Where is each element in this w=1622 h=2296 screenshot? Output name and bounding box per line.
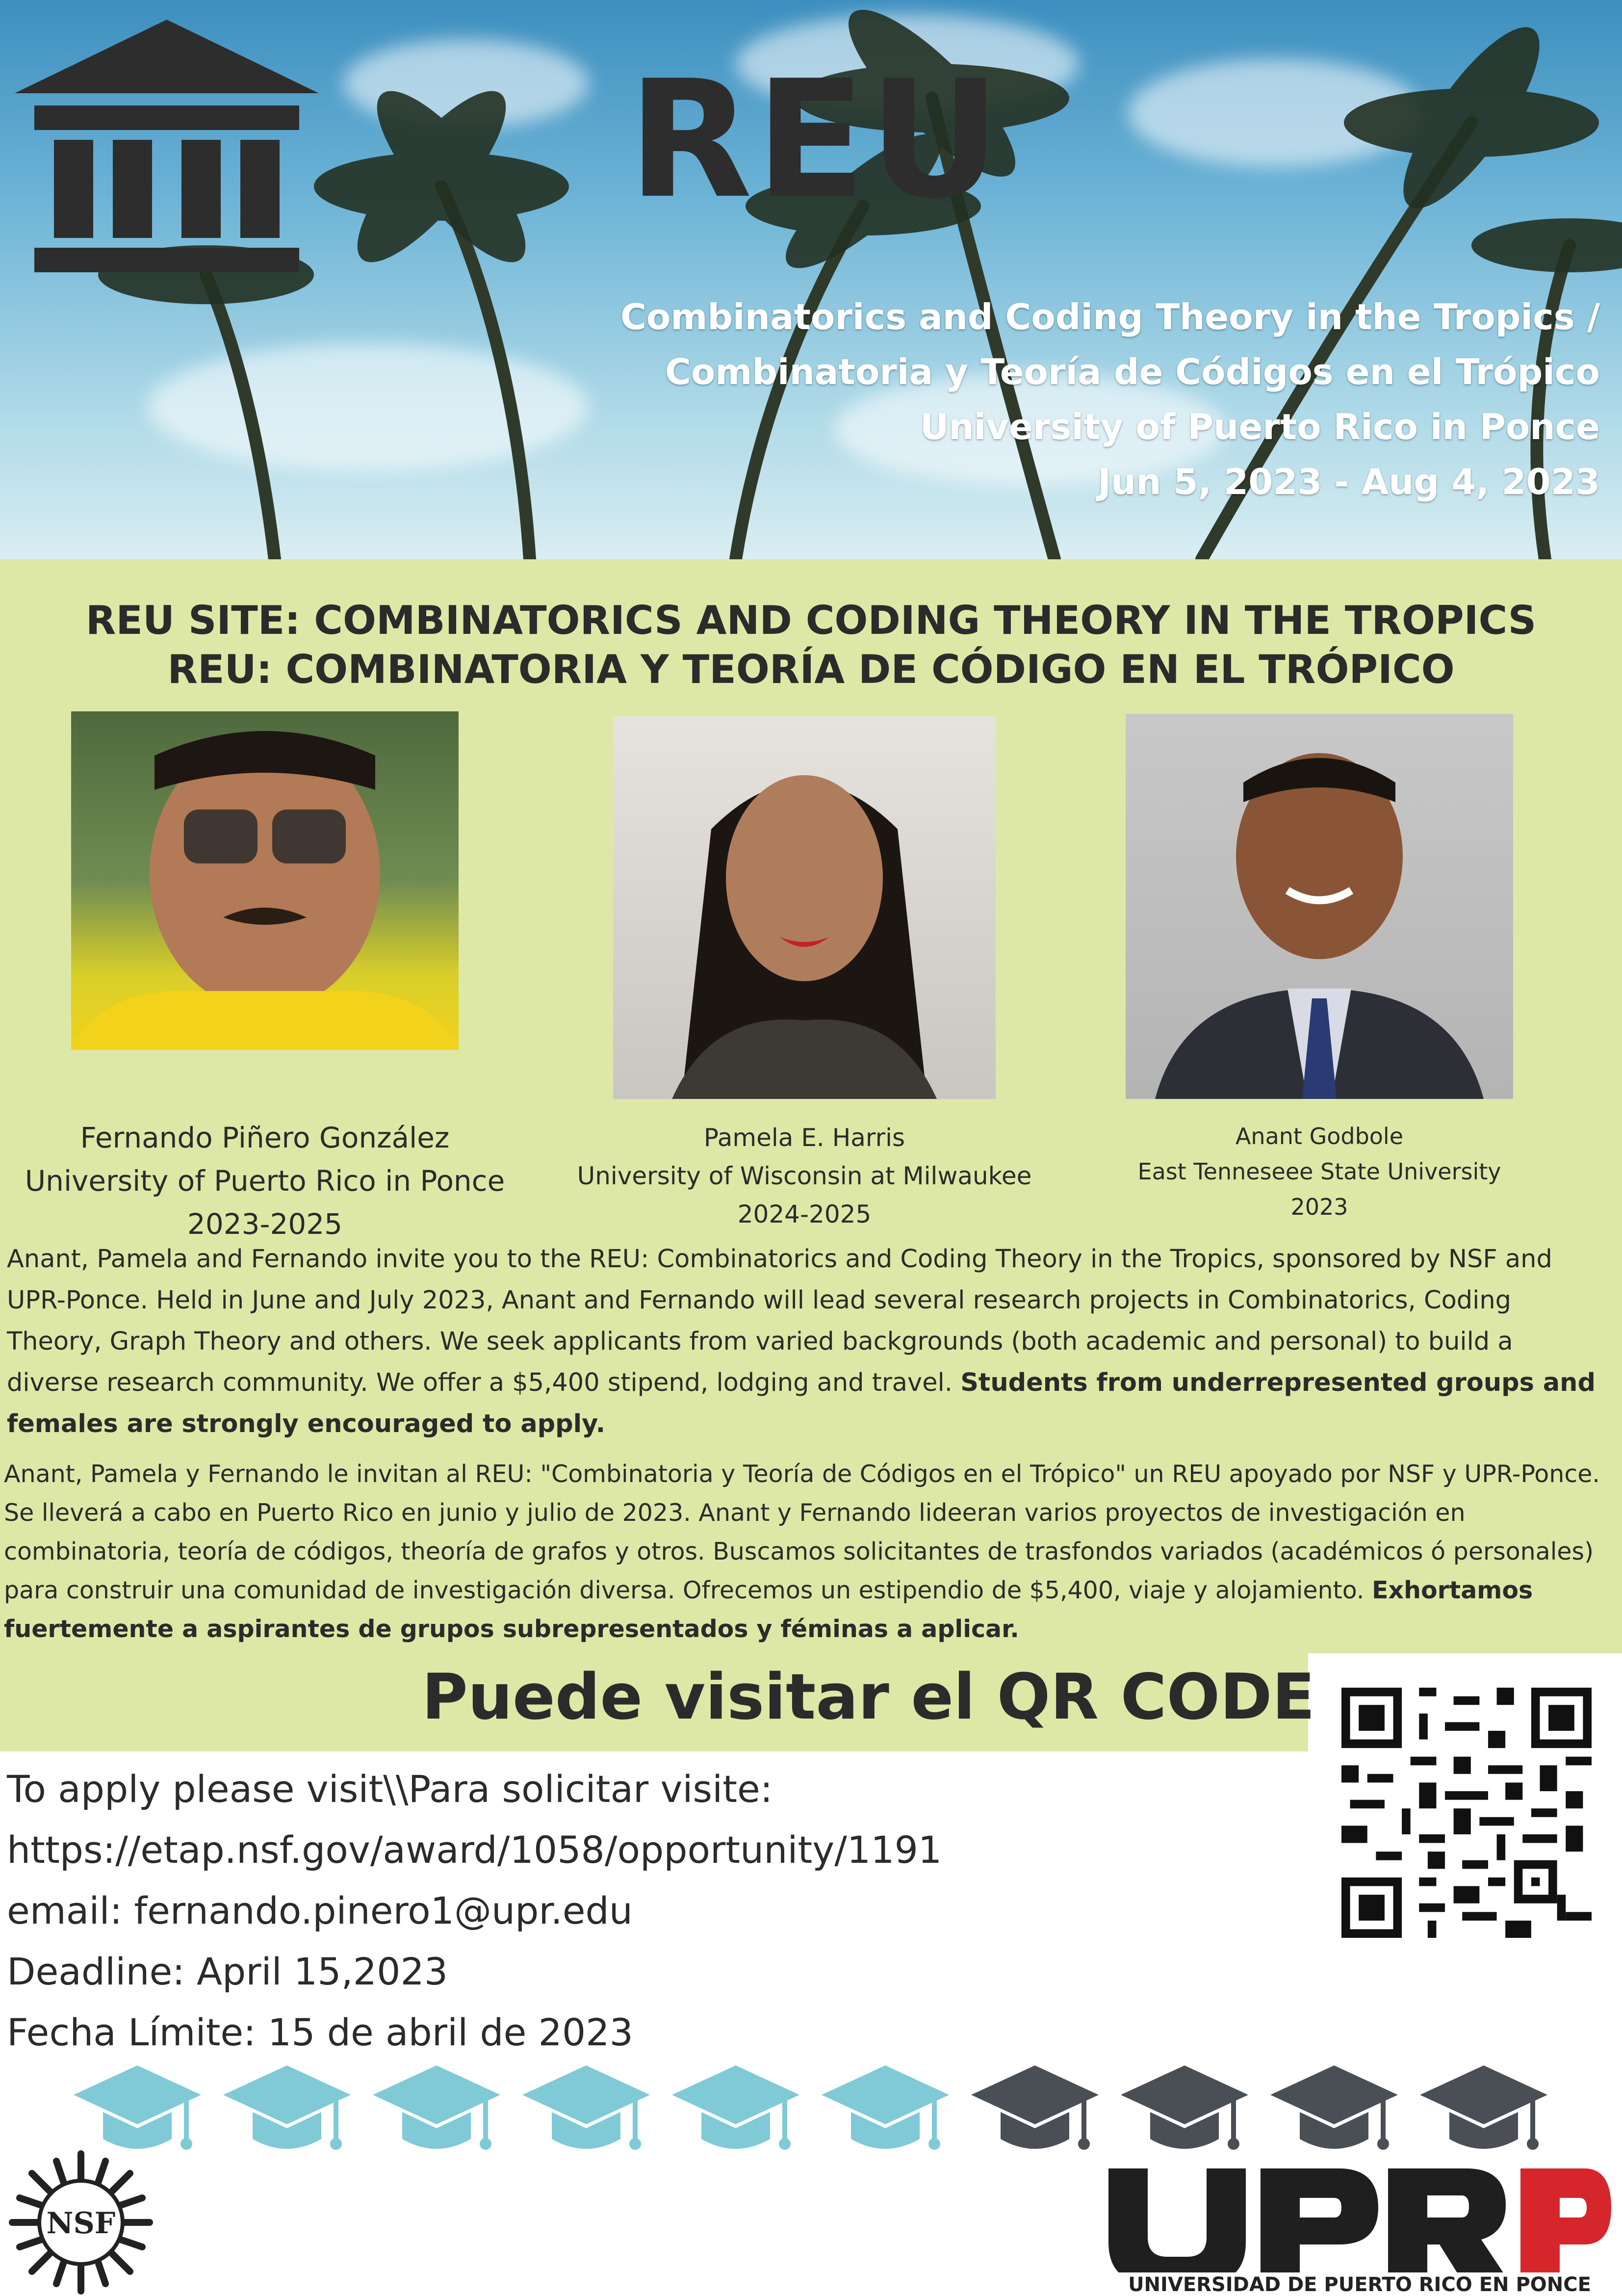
person-name: Pamela E. Harris <box>703 1123 905 1152</box>
cap-icon-4 <box>522 2065 650 2150</box>
cap-icon-3 <box>373 2065 500 2150</box>
hero-line-1: Combinatorics and Coding Theory in the Tropics / <box>620 296 1600 338</box>
deadline-en: Deadline: April 15,2023 <box>7 1950 448 1993</box>
qr-heading: Puede visitar el QR CODE <box>422 1661 1315 1734</box>
paragraph-english <box>7 1239 1611 1445</box>
paragraph-spanish-emphasis: Exhortamos fuertemente a aspirantes de grupos subrepresentados y féminas a aplicar. <box>4 1576 1533 1643</box>
apply-info <box>7 1759 942 2063</box>
deadline-es: Fecha Límite: 15 de abril de 2023 <box>7 2010 633 2054</box>
nsf-logo <box>7 2149 154 2296</box>
portrait-anant <box>1126 714 1513 1099</box>
apply-link[interactable]: https://etap.nsf.gov/award/1058/opportunity/1191 <box>7 1828 942 1872</box>
site-title-es: REU: COMBINATORIA Y TEORÍA DE CÓDIGO EN EL TRÓPICO <box>167 647 1455 692</box>
person-affiliation: East Tenneseee State University <box>1137 1158 1501 1185</box>
person-years: 2024-2025 <box>737 1200 872 1228</box>
reu-title: REU <box>628 46 1004 234</box>
cap-icon-1 <box>74 2065 201 2150</box>
person-affiliation: University of Wisconsin at Milwaukee <box>577 1162 1032 1190</box>
paragraph-spanish-text: Anant, Pamela y Fernando le invitan al REU: "Combinatoria y Teoría de Códigos en el Trópico" un REU apoyado por NSF y UPR-Ponce. Se llevеrá a cabo en Puerto Rico en junio y julio de 2023. Anant y Fernando lideeran varios proyectos de investigación en combinatoria, teoría de códigos, theoría de grafos y otros. Buscamos solicitantes de trasfondos variados (académicos ó personales) para construir una comunidad de investigación diversa. Ofrecemos un estipendio de $5,400, viaje y alojamiento. <box>4 1460 1600 1604</box>
hero-line-3: University of Puerto Rico in Ponce <box>920 406 1600 447</box>
paragraph-spanish <box>4 1455 1613 1648</box>
photo-pamela <box>613 716 996 1099</box>
person-name: Fernando Piñero González <box>80 1121 450 1154</box>
photo-anant <box>1126 714 1513 1099</box>
photo-fernando <box>71 711 459 1050</box>
paragraph-english-emphasis: Students from underrepresented groups and females are strongly encouraged to apply. <box>7 1368 1596 1438</box>
person-affiliation: University of Puerto Rico in Ponce <box>25 1164 505 1198</box>
cap-icon-7 <box>971 2065 1099 2150</box>
contact-email[interactable]: email: fernando.pinero1@upr.edu <box>7 1889 633 1932</box>
person-years: 2023-2025 <box>187 1207 343 1241</box>
nsf-logo-text: NSF <box>46 2206 116 2241</box>
graduation-caps-row <box>74 2056 1570 2159</box>
cap-icon-6 <box>822 2065 949 2150</box>
caption-anant <box>1094 1119 1545 1225</box>
hero-line-2: Combinatoria y Teoría de Códigos en el Trópico <box>665 351 1600 392</box>
cap-icon-2 <box>223 2065 351 2150</box>
museum-icon <box>15 20 319 294</box>
uprp-subtitle: UNIVERSIDAD DE PUERTO RICO EN PONCE <box>1128 2273 1591 2295</box>
paragraph-english-text: Anant, Pamela and Fernando invite you to the REU: Combinatorics and Coding Theory in the Tropics, sponsored by NSF and UPR-Ponce. Held in June and July 2023, Anant and Fernando will lead several research projects in Combinatorics, Coding Theory, Graph Theory and others. We seek applicants from varied backgrounds (both academic and personal) to build a diverse research community. We offer a $5,400 stipend, lodging and travel. <box>7 1245 1552 1397</box>
caption-fernando <box>20 1116 510 1246</box>
portrait-fernando <box>71 711 459 1050</box>
site-title <box>0 596 1622 694</box>
hero-subtitle <box>620 289 1600 509</box>
cap-icon-9 <box>1270 2065 1398 2150</box>
qr-code[interactable] <box>1341 1688 1592 1938</box>
cap-icon-10 <box>1420 2065 1547 2150</box>
site-title-en: REU SITE: COMBINATORICS AND CODING THEORY IN THE TROPICS <box>85 598 1537 643</box>
person-name: Anant Godbole <box>1235 1123 1404 1149</box>
cap-icon-8 <box>1121 2065 1248 2150</box>
cap-icon-5 <box>672 2065 799 2150</box>
caption-pamela <box>574 1119 1035 1233</box>
apply-instructions: To apply please visit\\Para solicitar visite: <box>7 1767 773 1811</box>
person-years: 2023 <box>1290 1194 1348 1220</box>
uprp-logo <box>1104 2159 1614 2295</box>
hero-dates: Jun 5, 2023 - Aug 4, 2023 <box>1098 461 1600 502</box>
hero-banner <box>0 0 1622 559</box>
portrait-pamela <box>613 716 996 1099</box>
